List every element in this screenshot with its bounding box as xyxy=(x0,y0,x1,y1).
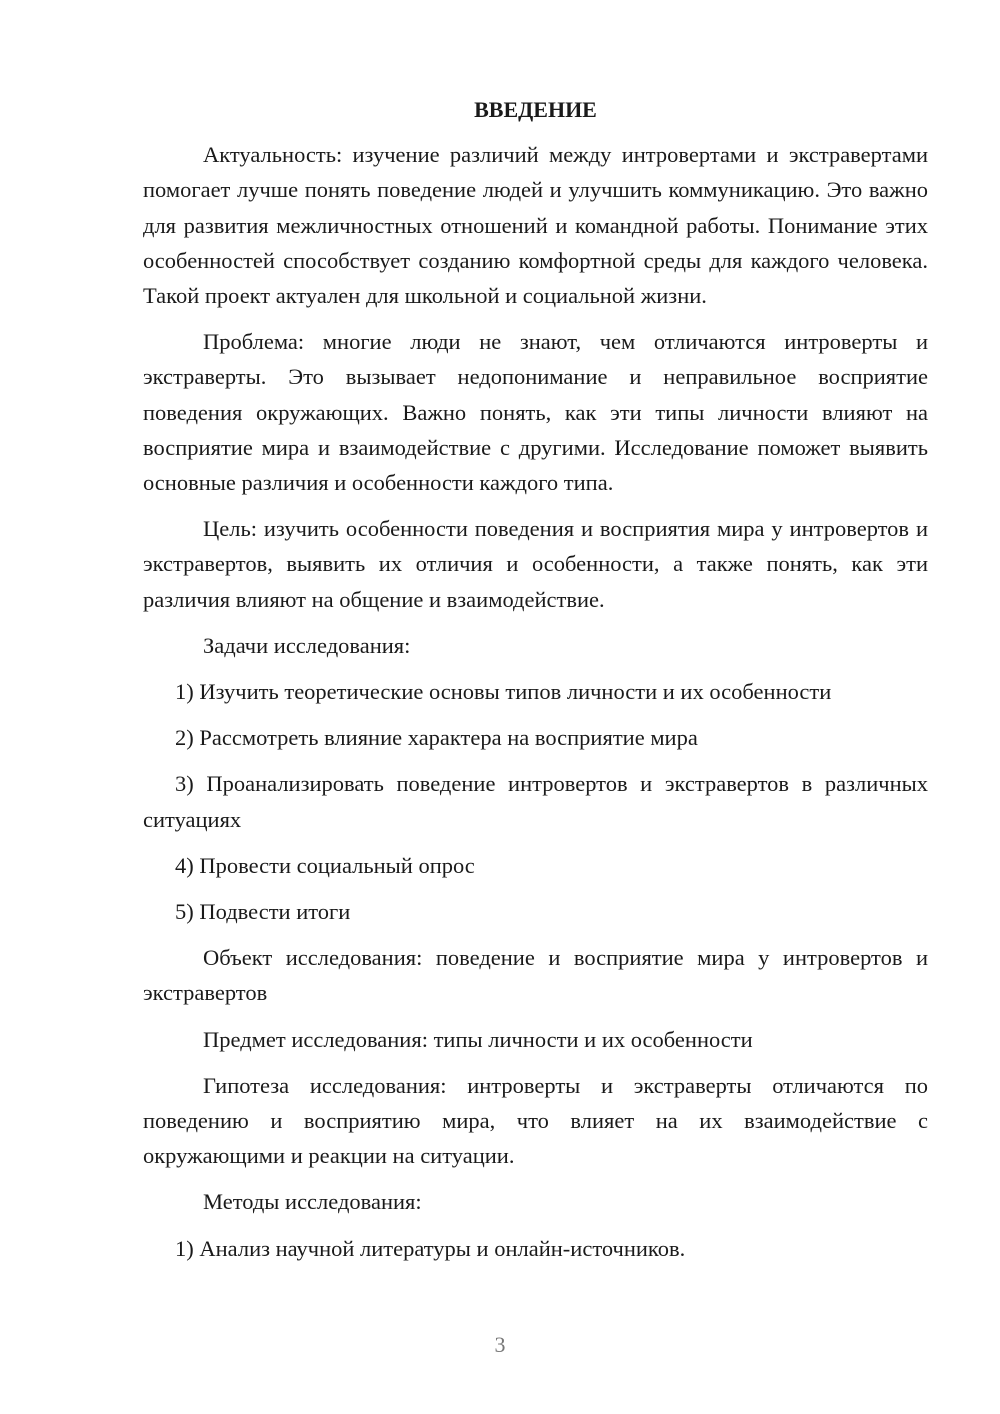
task-item-3: 3) Проанализировать поведение интровертов и экстравертов в различных ситуациях xyxy=(143,771,928,832)
section-title: ВВЕДЕНИЕ xyxy=(474,97,597,122)
page-number: 3 xyxy=(494,1332,506,1357)
paragraph-object: Объект исследования: поведение и восприятие мира у интровертов и экстравертов xyxy=(143,945,928,1006)
paragraph-methods-heading: Методы исследования: xyxy=(203,1189,422,1215)
paragraph-goal: Цель: изучить особенности поведения и восприятия мира у интровертов и экстравертов, выявить их отличия и особенности, а также понять, как эти различия влияют на общение и взаимодействие. xyxy=(143,516,928,612)
paragraph-tasks-heading: Задачи исследования: xyxy=(203,632,411,658)
method-item-1: 1) Анализ научной литературы и онлайн-источников. xyxy=(175,1235,686,1261)
task-item-2: 2) Рассмотреть влияние характера на восприятие мира xyxy=(175,725,698,751)
paragraph-subject: Предмет исследования: типы личности и их особенности xyxy=(203,1026,753,1052)
paragraph-hypothesis: Гипотеза исследования: интроверты и экстраверты отличаются по поведению и восприятию мира, что влияет на их взаимодействие с окружающими и реакции на ситуации. xyxy=(143,1072,928,1169)
task-item-1: 1) Изучить теоретические основы типов личности и их особенности xyxy=(175,679,832,705)
paragraph-relevance: Актуальность: изучение различий между интровертами и экстравертами помогает лучше понять поведение людей и улучшить коммуникацию. Это важно для развития межличностных отношений и командной работы. Понимание этих особенностей способствует созданию комфортной среды для каждого человека. Такой проект актуален для школьной и социальной жизни. xyxy=(143,142,928,309)
task-item-5: 5) Подвести итоги xyxy=(175,899,351,925)
task-item-4: 4) Провести социальный опрос xyxy=(175,852,475,878)
document-page xyxy=(143,92,928,1277)
paragraph-problem: Проблема: многие люди не знают, чем отличаются интроверты и экстраверты. Это вызывает недопонимание и неправильное восприятие поведения окружающих. Важно понять, как эти типы личности влияют на восприятие мира и взаимодействие с другими. Исследование поможет выявить основные различия и особенности каждого типа. xyxy=(143,329,928,496)
